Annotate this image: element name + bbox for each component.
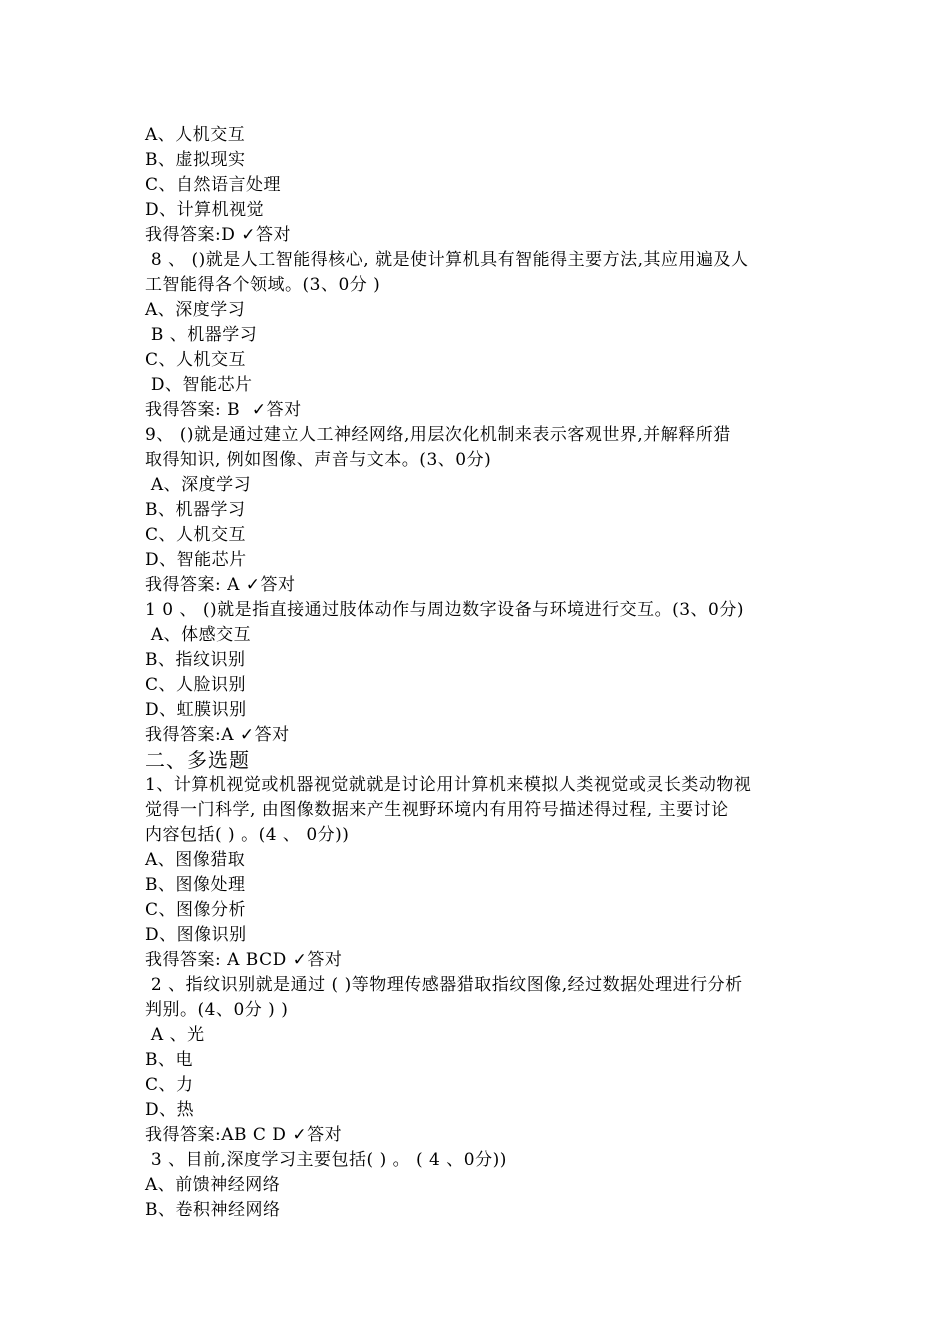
option-line: A、人机交互: [145, 125, 246, 145]
document-page: [145, 123, 810, 1223]
mq-question-2-text-cont: 判别。(4、0分 ) ): [145, 1000, 289, 1020]
mq-question-1-text-cont: 内容包括( ) 。(4 、 0分)): [145, 825, 350, 845]
option-line: B 、机器学习: [145, 325, 258, 345]
question-8-text-cont: 工智能得各个领域。(3、0分 ): [145, 275, 381, 295]
option-line: C、图像分析: [145, 900, 247, 920]
section-heading: 二、多选题: [145, 748, 250, 772]
option-line: B、卷积神经网络: [145, 1200, 281, 1220]
question-10-text: 1 0 、 ()就是指直接通过肢体动作与周边数字设备与环境进行交互。(3、0分): [145, 600, 745, 620]
option-line: A、图像猎取: [145, 850, 246, 870]
option-line: A、前馈神经网络: [145, 1175, 281, 1195]
option-line: D、热: [145, 1100, 195, 1120]
option-line: C、人脸识别: [145, 675, 247, 695]
mq-question-1-text: 1、计算机视觉或机器视觉就就是讨论用计算机来模拟人类视觉或灵长类动物视: [145, 775, 752, 795]
question-9-text-cont: 取得知识, 例如图像、声音与文本。(3、0分): [145, 450, 492, 470]
answer-line: 我得答案:A ✓答对: [145, 725, 290, 745]
option-line: C、力: [145, 1075, 194, 1095]
question-8-text: 8 、 ()就是人工智能得核心, 就是使计算机具有智能得主要方法,其应用遍及人: [145, 250, 749, 270]
option-line: D、计算机视觉: [145, 200, 265, 220]
option-line: D、图像识别: [145, 925, 247, 945]
option-line: D、智能芯片: [145, 375, 253, 395]
mq-question-2-text: 2 、指纹识别就是通过 ( )等物理传感器猎取指纹图像,经过数据处理进行分析: [145, 975, 743, 995]
option-line: B、虚拟现实: [145, 150, 246, 170]
option-line: C、人机交互: [145, 525, 247, 545]
option-line: B、电: [145, 1050, 193, 1070]
mq-question-1-text-cont: 觉得一门科学, 由图像数据来产生视野环境内有用符号描述得过程, 主要讨论: [145, 800, 729, 820]
option-line: A、深度学习: [145, 475, 252, 495]
answer-line: 我得答案:D ✓答对: [145, 225, 292, 245]
answer-line: 我得答案: B ✓答对: [145, 400, 302, 420]
answer-line: 我得答案:AB C D ✓答对: [145, 1125, 343, 1145]
option-line: A、深度学习: [145, 300, 246, 320]
mq-question-3-text: 3 、目前,深度学习主要包括( ) 。 ( 4 、0分)): [145, 1150, 507, 1170]
option-line: D、智能芯片: [145, 550, 247, 570]
option-line: B、指纹识别: [145, 650, 246, 670]
option-line: B、机器学习: [145, 500, 246, 520]
option-line: A 、光: [145, 1025, 205, 1045]
option-line: C、自然语言处理: [145, 175, 282, 195]
option-line: D、虹膜识别: [145, 700, 247, 720]
option-line: C、人机交互: [145, 350, 247, 370]
answer-line: 我得答案: A ✓答对: [145, 575, 296, 595]
option-line: A、体感交互: [145, 625, 252, 645]
answer-line: 我得答案: A BCD ✓答对: [145, 950, 343, 970]
question-9-text: 9、 ()就是通过建立人工神经网络,用层次化机制来表示客观世界,并解释所猎: [145, 425, 731, 445]
option-line: B、图像处理: [145, 875, 246, 895]
